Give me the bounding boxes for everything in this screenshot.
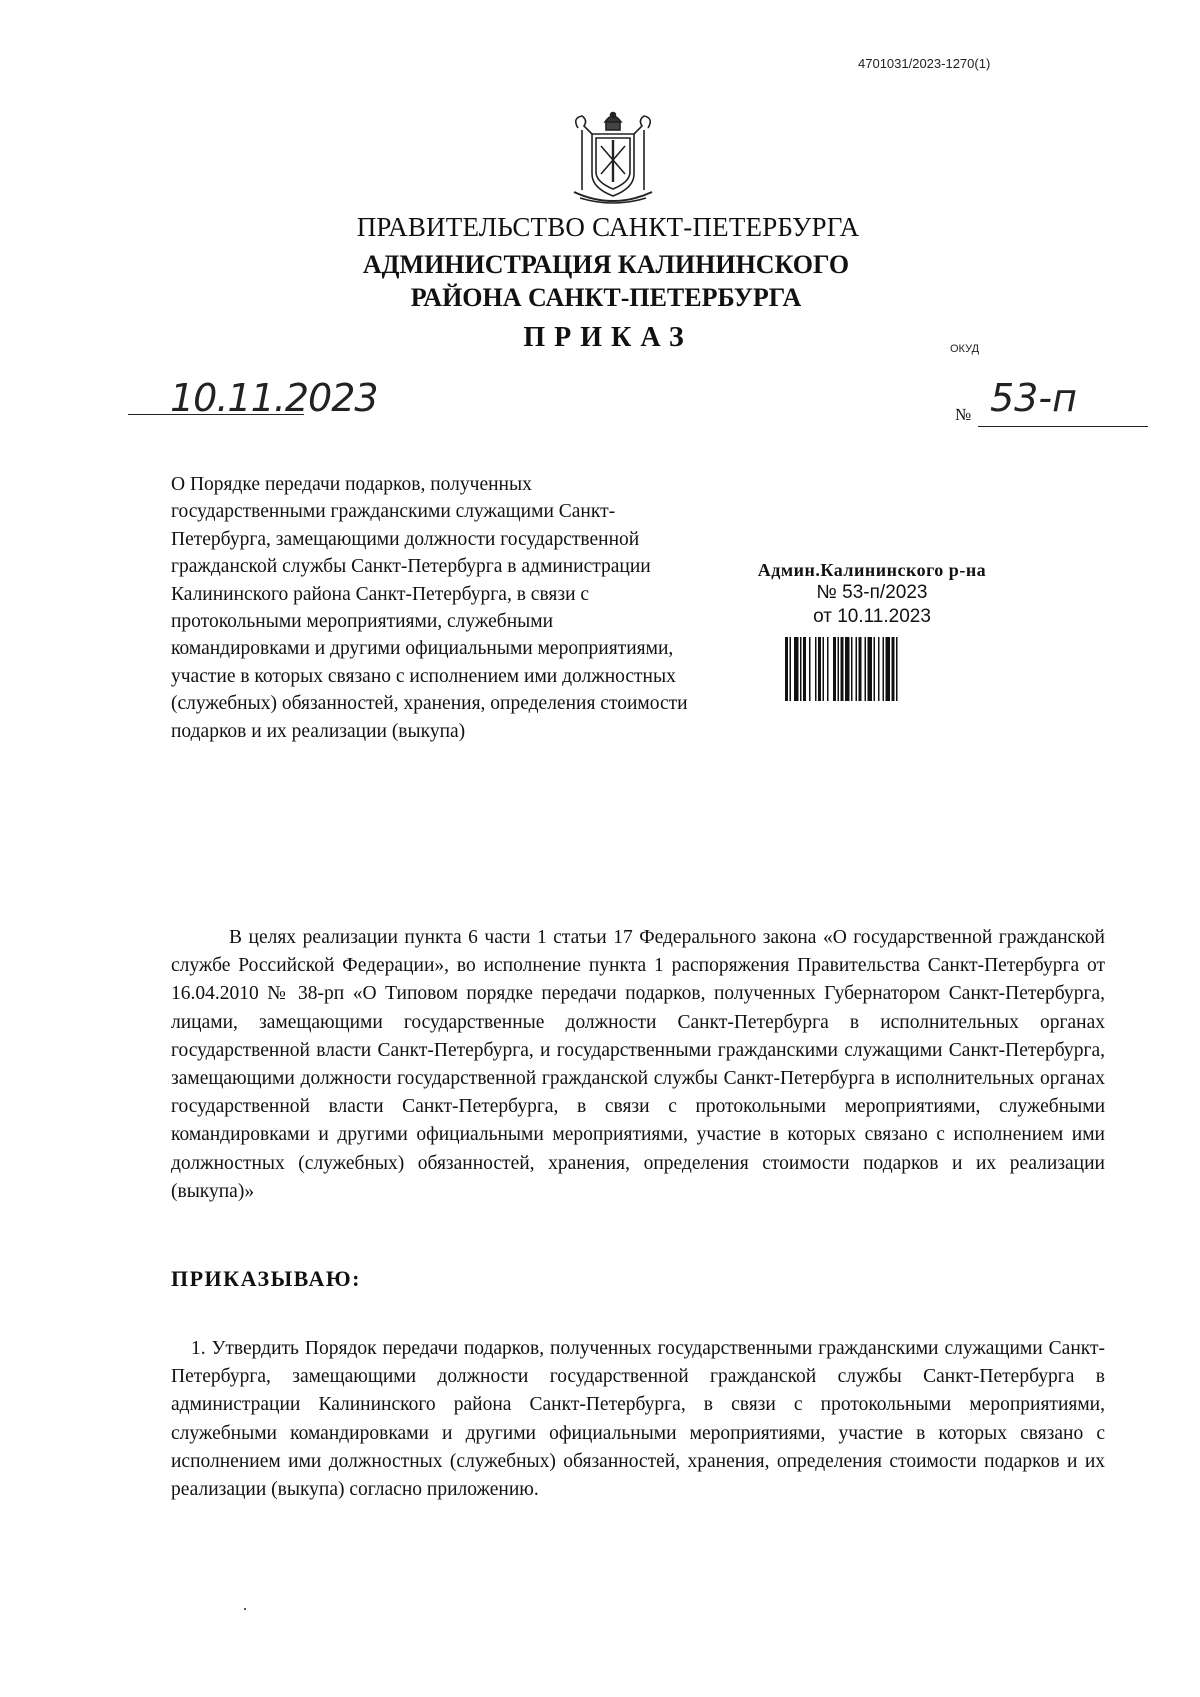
barcode-bar (859, 637, 862, 701)
barcode-bar (865, 637, 867, 701)
barcode-bar (886, 637, 891, 701)
barcode-bar (785, 637, 788, 701)
registration-stamp (722, 560, 1022, 629)
barcode-bar (896, 637, 898, 701)
number-sign: № (955, 405, 972, 424)
scan-speck (244, 1608, 246, 1610)
date-underline (128, 414, 304, 415)
barcode-bar (803, 637, 806, 701)
administration-title-line2: РАЙОНА САНКТ-ПЕТЕРБУРГА (410, 283, 802, 312)
barcode-bar (790, 637, 792, 701)
barcode-bar (883, 637, 885, 701)
barcode-bar (794, 637, 799, 701)
barcode-bar (874, 637, 876, 701)
barcode-bar (818, 637, 821, 701)
order-date: 10.11.2023 (170, 376, 378, 420)
orders-heading: ПРИКАЗЫВАЮ: (171, 1266, 361, 1291)
barcode-bar (841, 637, 844, 701)
barcode-bar (809, 637, 811, 701)
barcode-bar (878, 637, 880, 701)
registration-number: 4701031/2023-1270(1) (858, 56, 991, 71)
order-number: 53-п (990, 376, 1077, 420)
stamp-date: от 10.11.2023 (813, 606, 931, 627)
barcode-bar (856, 637, 858, 701)
barcode-bar (868, 637, 873, 701)
stamp-number: № 53-п/2023 (816, 582, 928, 603)
order-subject: О Порядке передачи подарков, полученных государственными гражданскими служащими Санкт-Петербурга, замещающими должности государственной гражданской службы Санкт-Петербурга в администрации Калининского района Санкт-Петербурга, в связи с протокольными мероприятиями, служебными командировками и другими официальными мероприятиями, участие в которых связано с исполнением ими должностных (служебных) обязанностей, хранения, определения стоимости подарков и их реализации (выкупа) (171, 474, 688, 742)
preamble-paragraph: В целях реализации пункта 6 части 1 статьи 17 Федерального закона «О государственной гражданской службе Российской Федерации», во исполнение пункта 1 распоряжения Правительства Санкт-Петербурга от 16.04.2010 № 38-рп «О Типовом порядке передачи подарков, полученных Губернатором Санкт-Петербурга, лицами, замещающими государственные должности Санкт-Петербурга в исполнительных органах государственной власти Санкт-Петербурга, и государственными гражданскими служащими Санкт-Петербурга, замещающими должности государственной гражданской службы Санкт-Петербурга в исполнительных органах государственной власти Санкт-Петербурга, в связи с протокольными мероприятиями, служебными командировками и другими официальными мероприятиями, участие в которых связано с исполнением ими должностных (служебных) обязанностей, хранения, определения стоимости подарков и их реализации (выкупа)» (171, 927, 1105, 1202)
barcode-bar (823, 637, 825, 701)
barcode-bar (800, 637, 802, 701)
barcode-bar (851, 637, 853, 701)
barcode-bar (827, 637, 829, 701)
barcode-bar (815, 637, 817, 701)
coat-of-arms-icon (570, 108, 656, 208)
barcode (785, 637, 938, 701)
okud-label: ОКУД (950, 343, 980, 355)
barcode-bar (833, 637, 836, 701)
barcode-bar (892, 637, 895, 701)
clause-1: 1. Утвердить Порядок передачи подарков, полученных государственными гражданскими служащими Санкт-Петербурга, замещающими должности государственной гражданской службы Санкт-Петербурга в администрации Калининского района Санкт-Петербурга, в связи с протокольными мероприятиями, служебными командировками и другими официальными мероприятиями, участие в которых связано с исполнением ими должностных (служебных) обязанностей, хранения, определения стоимости подарков и их реализации (выкупа) согласно приложению. (171, 1338, 1105, 1501)
document-type: ПРИКАЗ (523, 322, 693, 353)
barcode-bar (838, 637, 840, 701)
barcode-bar (845, 637, 850, 701)
number-underline (978, 426, 1148, 427)
government-title: ПРАВИТЕЛЬСТВО САНКТ-ПЕТЕРБУРГА (356, 212, 860, 242)
administration-title-line1: АДМИНИСТРАЦИЯ КАЛИНИНСКОГО (362, 250, 850, 279)
stamp-org: Админ.Калининского р-на (757, 560, 987, 580)
